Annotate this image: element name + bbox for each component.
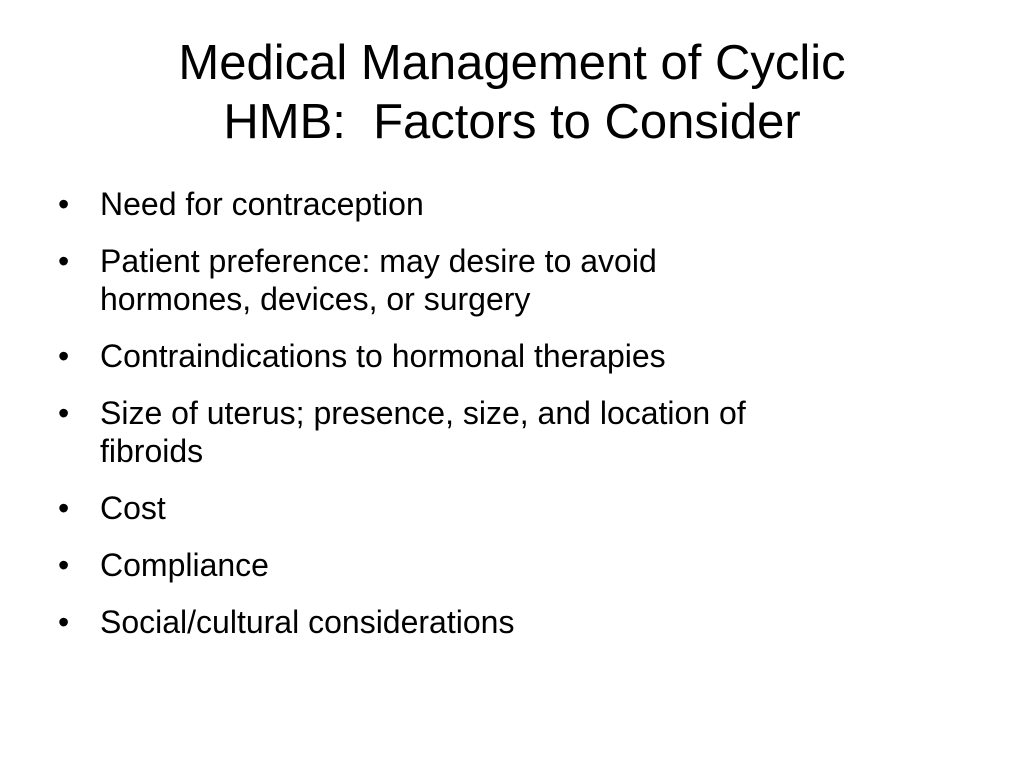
slide-title (60, 34, 964, 152)
bullet-list (58, 185, 958, 660)
slide-title-line-1: Medical Management of Cyclic (178, 36, 846, 90)
bullet-item-compliance (58, 546, 958, 584)
bullet-text: Social/cultural considerations (100, 604, 515, 640)
bullet-text: Patient preference: may desire to avoid hormones, devices, or surgery (100, 243, 657, 317)
bullet-dot: • (58, 338, 70, 374)
bullet-item-contraception (58, 185, 958, 223)
bullet-item-uterus-fibroids (58, 394, 958, 470)
bullet-item-contraindications (58, 337, 958, 375)
bullet-text: Compliance (100, 547, 269, 583)
bullet-dot: • (58, 604, 70, 640)
bullet-text: Contraindications to hormonal therapies (100, 338, 666, 374)
bullet-dot: • (58, 547, 70, 583)
bullet-item-cost (58, 489, 958, 527)
bullet-dot: • (58, 243, 70, 279)
bullet-dot: • (58, 186, 70, 222)
bullet-dot: • (58, 490, 70, 526)
bullet-item-social-cultural (58, 603, 958, 641)
bullet-text: Size of uterus; presence, size, and location of fibroids (100, 395, 746, 469)
bullet-dot: • (58, 395, 70, 431)
bullet-text: Need for contraception (100, 186, 424, 222)
bullet-text: Cost (100, 490, 166, 526)
slide-title-line-2: HMB: Factors to Consider (223, 95, 801, 149)
bullet-item-patient-preference (58, 242, 958, 318)
